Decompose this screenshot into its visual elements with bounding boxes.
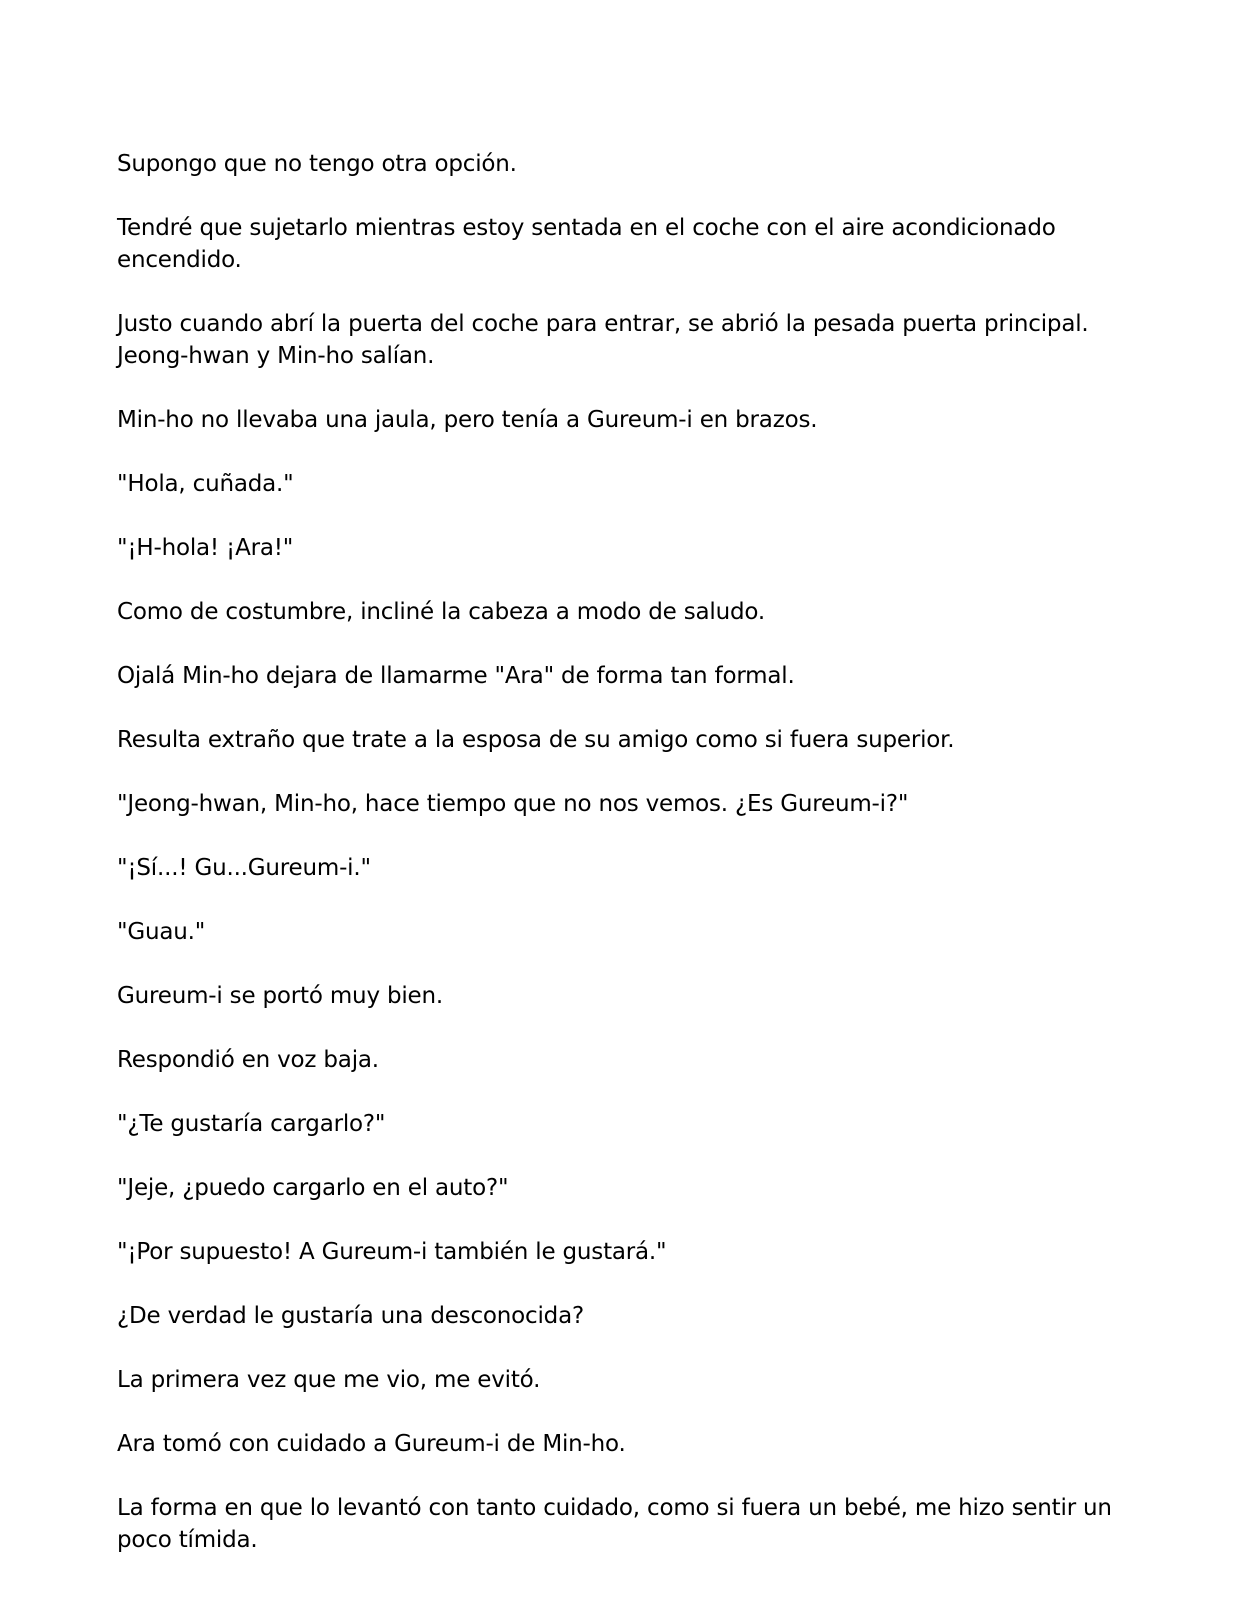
- paragraph-12: "Guau.": [117, 919, 206, 945]
- paragraph-6: "¡H-hola! ¡Ara!": [117, 535, 294, 561]
- paragraph-13: Gureum-i se portó muy bien.: [117, 983, 443, 1009]
- paragraph-1: Supongo que no tengo otra opción.: [117, 151, 517, 177]
- paragraph-16: "Jeje, ¿puedo cargarlo en el auto?": [117, 1175, 509, 1201]
- paragraph-3: Justo cuando abrí la puerta del coche para entrar, se abrió la pesada puerta principal. Jeong-hwan y Min-ho salían.: [117, 311, 1089, 369]
- paragraph-2: Tendré que sujetarlo mientras estoy sentada en el coche con el aire acondicionado encendido.: [117, 215, 1056, 273]
- paragraph-18: ¿De verdad le gustaría una desconocida?: [117, 1303, 584, 1329]
- paragraph-14: Respondió en voz baja.: [117, 1047, 379, 1073]
- paragraph-5: "Hola, cuñada.": [117, 471, 294, 497]
- paragraph-9: Resulta extraño que trate a la esposa de su amigo como si fuera superior.: [117, 727, 955, 753]
- paragraph-4: Min-ho no llevaba una jaula, pero tenía a Gureum-i en brazos.: [117, 407, 818, 433]
- paragraph-7: Como de costumbre, incliné la cabeza a modo de saludo.: [117, 599, 765, 625]
- paragraph-17: "¡Por supuesto! A Gureum-i también le gustará.": [117, 1239, 667, 1265]
- paragraph-8: Ojalá Min-ho dejara de llamarme "Ara" de forma tan formal.: [117, 663, 795, 689]
- paragraph-21: La forma en que lo levantó con tanto cuidado, como si fuera un bebé, me hizo sentir un poco tímida.: [117, 1495, 1112, 1553]
- paragraph-20: Ara tomó con cuidado a Gureum-i de Min-ho.: [117, 1431, 626, 1457]
- paragraph-10: "Jeong-hwan, Min-ho, hace tiempo que no nos vemos. ¿Es Gureum-i?": [117, 791, 909, 817]
- document-body: [117, 148, 1124, 1556]
- paragraph-15: "¿Te gustaría cargarlo?": [117, 1111, 386, 1137]
- paragraph-11: "¡Sí...! Gu...Gureum-i.": [117, 855, 371, 881]
- paragraph-19: La primera vez que me vio, me evitó.: [117, 1367, 541, 1393]
